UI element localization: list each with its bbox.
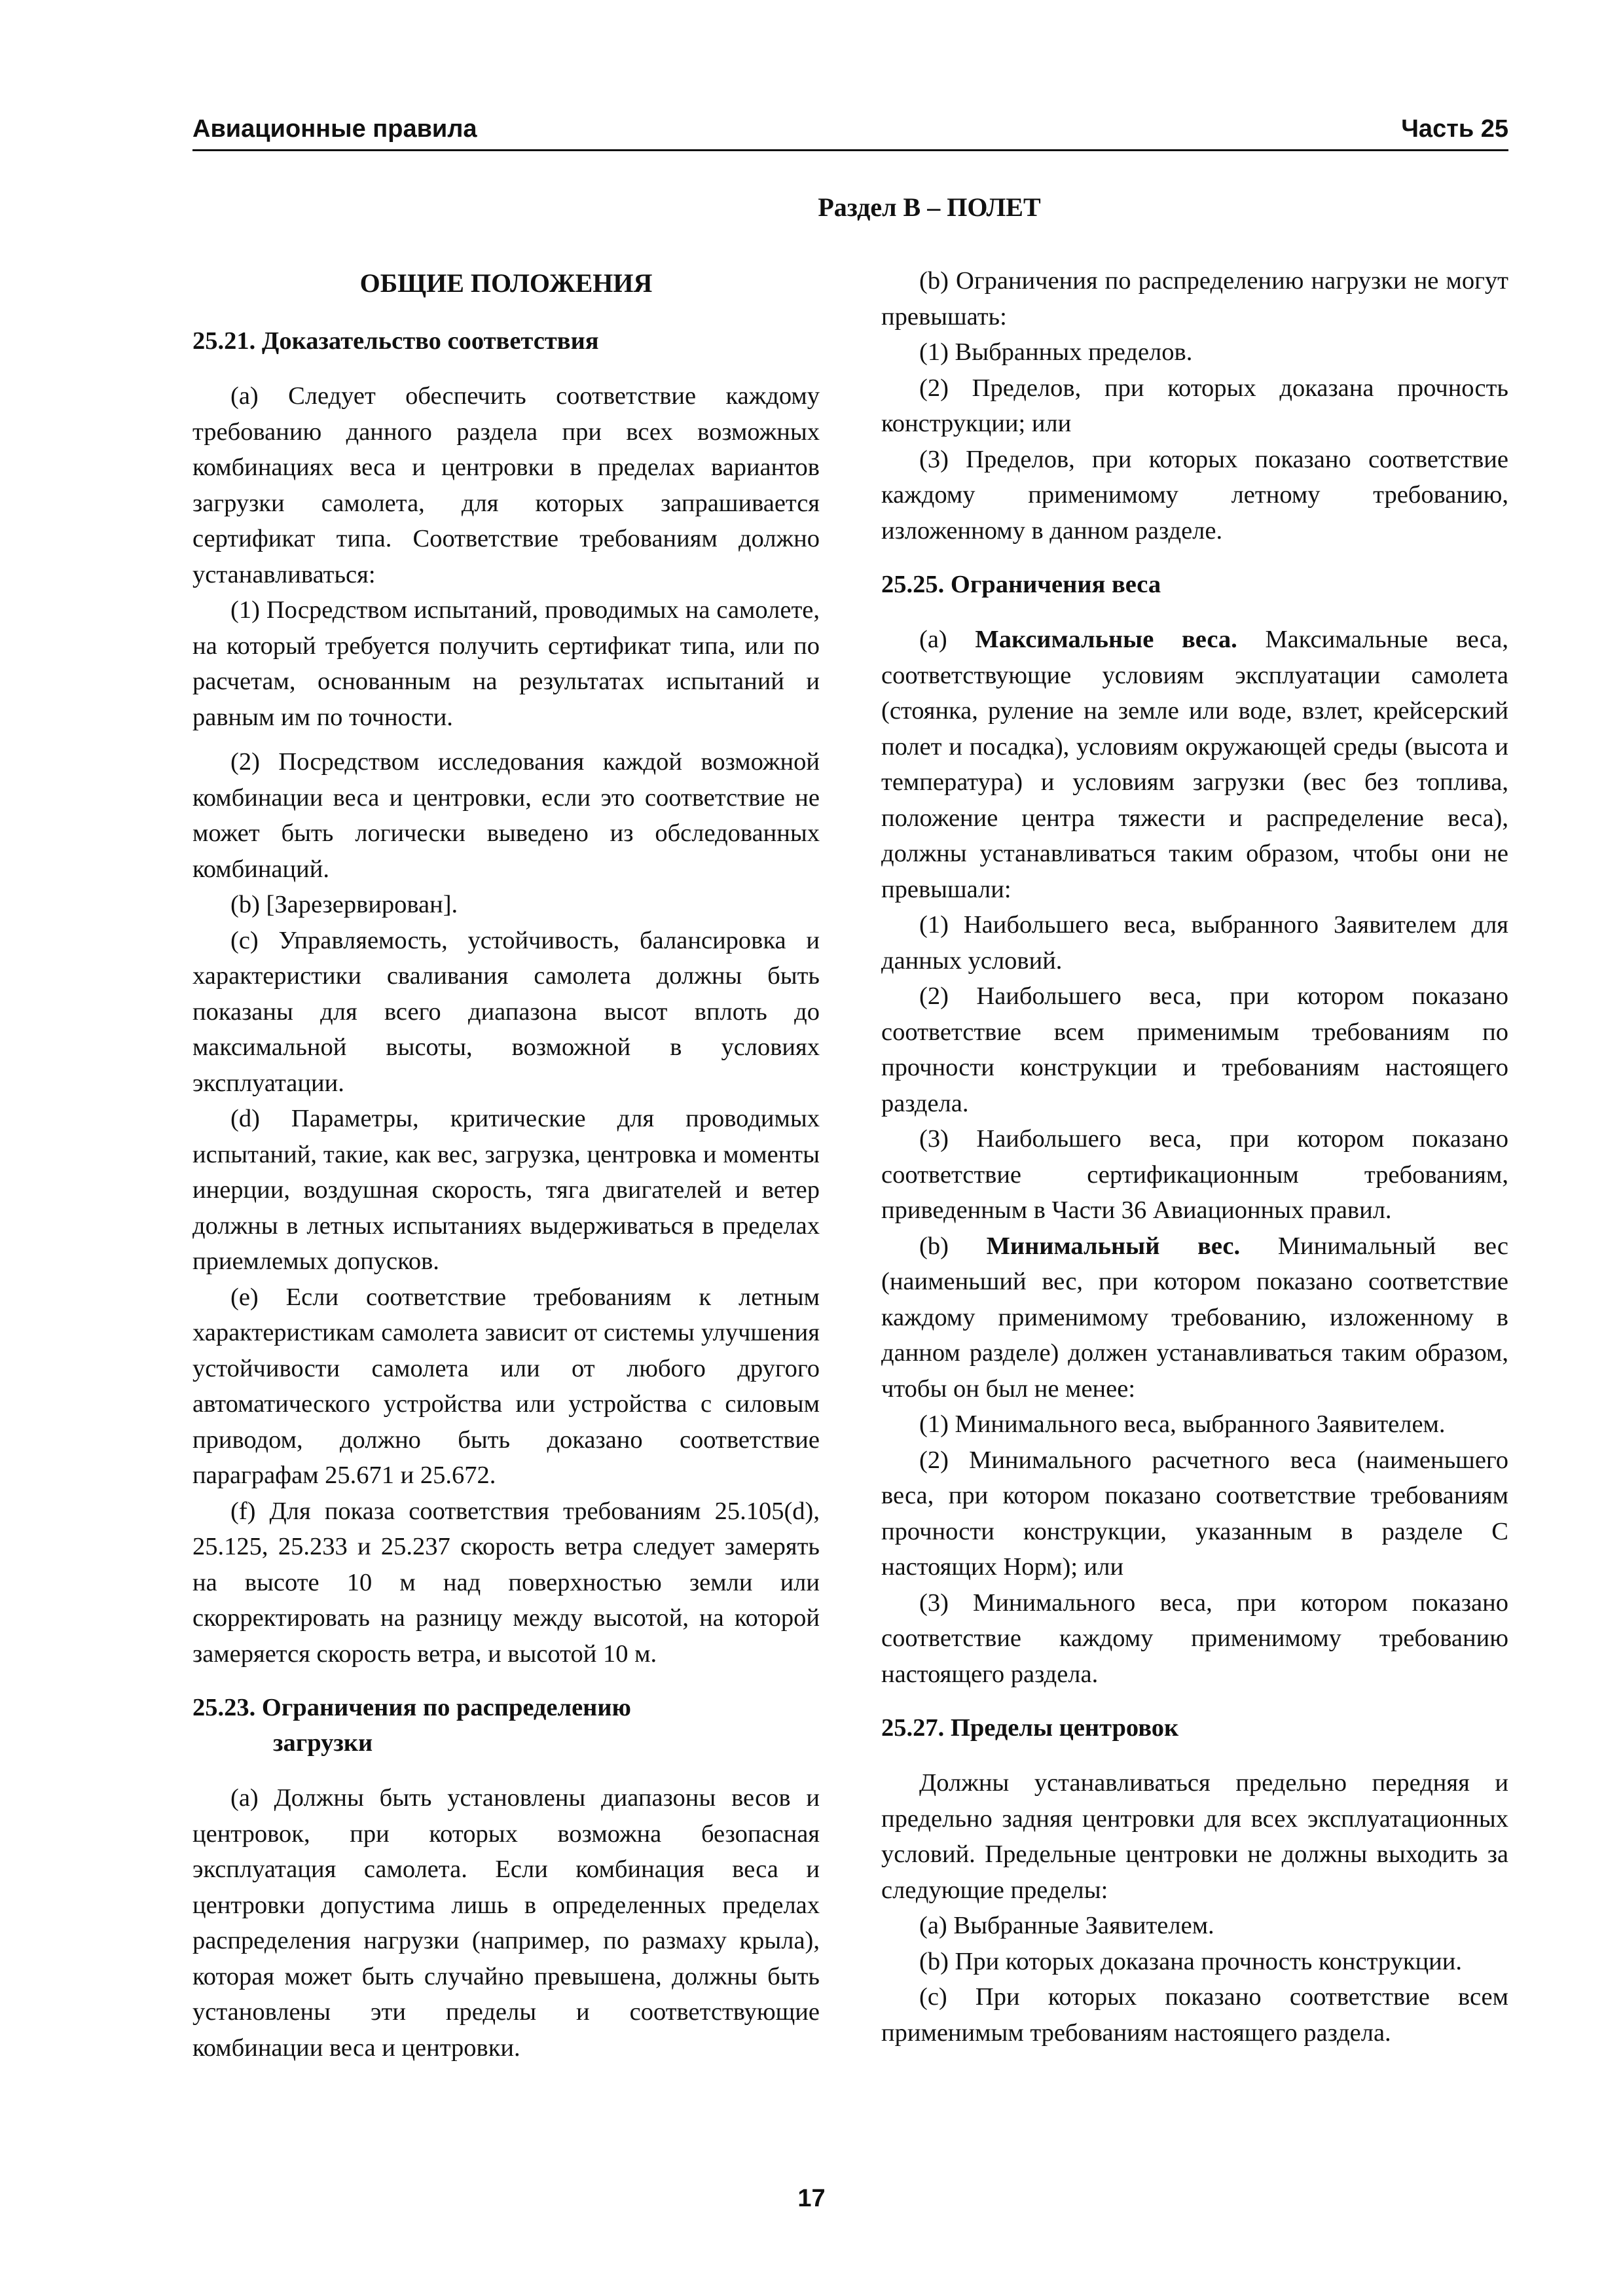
paragraph <box>881 622 1508 907</box>
item-label: (b) <box>919 1232 987 1260</box>
bold-term: Минимальный вес. <box>986 1232 1241 1260</box>
paragraph: (3) Наибольшего веса, при котором показано соответствие сертификационным требованиям, приведенным в Части 36 Авиационных правил. <box>881 1125 1508 1224</box>
bold-term: Максимальные веса. <box>975 626 1237 653</box>
paragraph: (f) Для показа соответствия требованиям 25.105(d), 25.125, 25.233 и 25.237 скорость ветра следует замерять на высоте 10 м над поверхностью земли или скорректировать на разницу между высотой, на которой замеряется скорость ветра, и высотой 10 м. <box>192 1497 820 1668</box>
header-part-number: Часть 25 <box>1401 115 1508 143</box>
general-provisions-heading: ОБЩИЕ ПОЛОЖЕНИЯ <box>359 268 653 298</box>
paragraph: (3) Пределов, при которых показано соответствие каждому применимому летному требованию, изложенному в данном разделе. <box>881 445 1508 545</box>
paragraph: (1) Минимального веса, выбранного Заявителем. <box>919 1410 1446 1438</box>
paragraph: (a) Следует обеспечить соответствие каждому требованию данного раздела при всех возможных комбинациях веса и центровки в пределах вариантов загрузки самолета, для которых запрашивается сертификат типа. Соответствие требованиям должно устанавливаться: <box>192 382 820 588</box>
paragraph: (c) При которых показано соответствие всем применимым требованиям настоящего раздела. <box>881 1983 1508 2047</box>
paragraph: (2) Пределов, при которых доказана прочность конструкции; или <box>881 374 1508 437</box>
article-25-27-title: 25.27. Пределы центровок <box>881 1714 1179 1742</box>
item-text: Максимальные веса, соответствующие условиям эксплуатации самолета (стоянка, руление на земле или воде, взлет, крейсерский полет и посадка), условиям окружающей среды (высота и температура) и условиям загрузки (вес без топлива, положение центра тяжести и распределение веса), должны устанавливаться таким образом, чтобы они не превышали: <box>881 626 1508 903</box>
paragraph: (b) [Зарезервирован]. <box>230 891 458 918</box>
section-title: Раздел B – ПОЛЕТ <box>818 192 1041 222</box>
paragraph: (2) Наибольшего веса, при котором показано соответствие всем применимым требованиям по прочности конструкции и требованиям настоящего раздела. <box>881 982 1508 1117</box>
paragraph: (b) Ограничения по распределению нагрузки не могут превышать: <box>881 267 1508 331</box>
article-25-23-title-line2: загрузки <box>273 1729 373 1757</box>
paragraph: (d) Параметры, критические для проводимых испытаний, такие, как вес, загрузка, центровка и моменты инерции, воздушная скорость, тяга двигателей и ветер должны в летных испытаниях выдерживаться в пределах приемлемых допусков. <box>192 1105 820 1275</box>
item-label: (a) <box>919 626 976 653</box>
article-25-23-title <box>192 1690 820 1761</box>
paragraph: (1) Выбранных пределов. <box>919 338 1193 366</box>
header-divider <box>192 149 1508 151</box>
paragraph: Должны устанавливаться предельно передняя и предельно задняя центровки для всех эксплуатационных условий. Предельные центровки не должны выходить за следующие пределы: <box>881 1769 1508 1904</box>
paragraph: (b) При которых доказана прочность конструкции. <box>919 1947 1463 1975</box>
paragraph: (2) Минимального расчетного веса (наименьшего веса, при котором показано соответствие требованиям прочности конструкции, указанным в разделе C настоящих Норм); или <box>881 1446 1508 1581</box>
paragraph: (a) Должны быть установлены диапазоны весов и центровок, при которых возможна безопасная эксплуатация самолета. Если комбинация веса и центровки допустима лишь в определенных пределах распределения нагрузки (например, по размаху крыла), которая может быть случайно превышена, должны быть установлены эти пределы и соответствующие комбинации веса и центровки. <box>192 1784 820 2062</box>
paragraph <box>881 1229 1508 1407</box>
paragraph: (1) Наибольшего веса, выбранного Заявителем для данных условий. <box>881 911 1508 975</box>
page-number: 17 <box>797 2185 826 2212</box>
article-25-23-title-line1: 25.23. Ограничения по распределению <box>192 1694 631 1721</box>
article-25-21-title: 25.21. Доказательство соответствия <box>192 327 599 355</box>
item-text: Минимальный вес (наименьший вес, при котором показано соответствие каждому применимому требованию, изложенному в данном разделе) должен устанавливаться таким образом, чтобы он был не менее: <box>881 1232 1508 1403</box>
paragraph: (2) Посредством исследования каждой возможной комбинации веса и центровки, если это соответствие не может быть логически выведено из обследованных комбинаций. <box>192 748 820 883</box>
paragraph: (a) Выбранные Заявителем. <box>919 1912 1214 1939</box>
paragraph: (1) Посредством испытаний, проводимых на самолете, на который требуется получить сертификат типа, или по расчетам, основанным на результатах испытаний и равным им по точности. <box>192 596 820 731</box>
left-column <box>192 263 820 2066</box>
header-document-title: Авиационные правила <box>192 115 477 143</box>
paragraph: (3) Минимального веса, при котором показано соответствие каждому применимому требованию настоящего раздела. <box>881 1588 1508 1688</box>
right-column <box>881 263 1508 2051</box>
article-25-25-title: 25.25. Ограничения веса <box>881 571 1161 598</box>
paragraph: (e) Если соответствие требованиям к летным характеристикам самолета зависит от системы улучшения устойчивости самолета или от любого другого автоматического устройства или устройства с силовым приводом, должно быть доказано соответствие параграфам 25.671 и 25.672. <box>192 1283 820 1489</box>
paragraph: (c) Управляемость, устойчивость, балансировка и характеристики сваливания самолета должны быть показаны для всего диапазона высот вплоть до максимальной высоты, возможной в условиях эксплуатации. <box>192 926 820 1097</box>
